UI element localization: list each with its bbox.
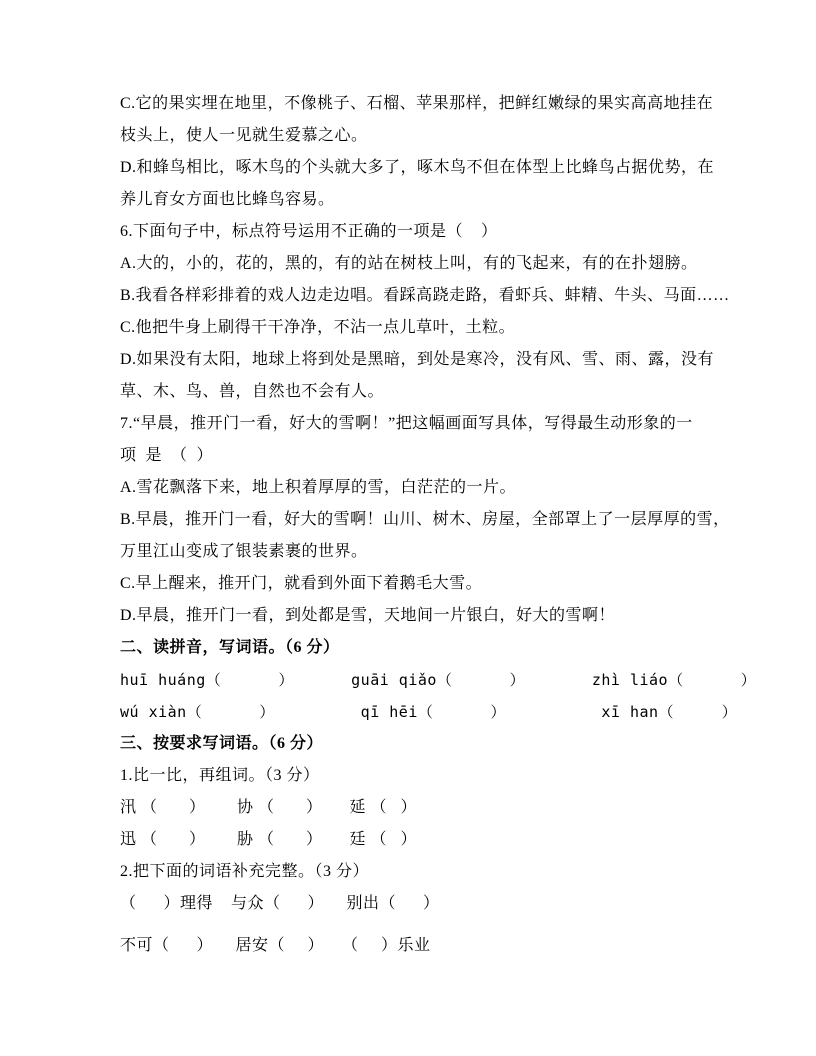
idiom-row-2: 不可（ ） 居安（ ） （ ）乐业 [120,937,431,954]
q5-option-d-line1: D.和蜂鸟相比，啄木鸟的个头就大多了，啄木鸟不但在体型上比蜂鸟占据优势，在 [120,159,715,176]
q7-option-a: A.雪花飘落下来，地上积着厚厚的雪，白茫茫的一片。 [120,479,517,496]
q7-stem-line2: 项 是 （ ） [120,447,214,464]
q6-option-a: A.大的，小的，花的，黑的，有的站在树枝上叫，有的飞起来，有的在扑翅膀。 [120,255,698,272]
q6-stem: 6.下面句子中，标点符号运用不正确的一项是（ ） [120,223,498,240]
q6-option-b: B.我看各样彩排着的戏人边走边唱。看踩高跷走路，看虾兵、蚌精、牛头、马面…… [120,287,730,304]
pinyin-row-1: huī huáng（ ） guāi qiǎo（ ） zhì liáo（ ） [120,671,757,689]
q5-option-c-line2: 枝头上，使人一见就生爱慕之心。 [120,127,368,144]
section-3-heading: 三、按要求写词语。（6 分） [120,735,324,752]
compare-words-row-2: 迅 （ ） 胁 （ ） 廷 （ ） [120,831,418,848]
idiom-row-1: （ ）理得 与众（ ） 别出（ ） [120,895,440,912]
q6-option-c: C.他把牛身上刷得干干净净，不沾一点儿草叶，土粒。 [120,319,516,336]
q7-option-c: C.早上醒来，推开门，就看到外面下着鹅毛大雪。 [120,575,483,592]
q7-option-d: D.早晨，推开门一看，到处都是雪，天地间一片银白，好大的雪啊！ [120,607,616,624]
q7-option-b-line2: 万里江山变成了银装素裹的世界。 [120,543,368,560]
q7-option-b-line1: B.早晨，推开门一看，好大的雪啊！山川、树木、房屋，全部罩上了一层厚厚的雪， [120,511,730,528]
q5-option-d-line2: 养儿育女方面也比蜂鸟容易。 [120,191,335,208]
q6-option-d-line1: D.如果没有太阳，地球上将到处是黑暗，到处是寒冷，没有风、雪、雨、露，没有 [120,351,715,368]
section-2-heading: 二、读拼音，写词语。（6 分） [120,639,340,656]
q6-option-d-line2: 草、木、鸟、兽，自然也不会有人。 [120,383,385,400]
q7-stem-line1: 7.“早晨，推开门一看，好大的雪啊！”把这幅画面写具体，写得最生动形象的一 [120,415,693,432]
subtask-2-title: 2.把下面的词语补充完整。（3 分） [120,863,370,880]
subtask-1-title: 1.比一比，再组词。（3 分） [120,767,320,784]
compare-words-row-1: 汛 （ ） 协 （ ） 延 （ ） [120,799,418,816]
q5-option-c-line1: C.它的果实埋在地里，不像桃子、石榴、苹果那样，把鲜红嫩绿的果实高高地挂在 [120,95,714,112]
pinyin-row-2: wú xiàn（ ） qī hēi（ ） xī han（ ） [120,703,738,721]
